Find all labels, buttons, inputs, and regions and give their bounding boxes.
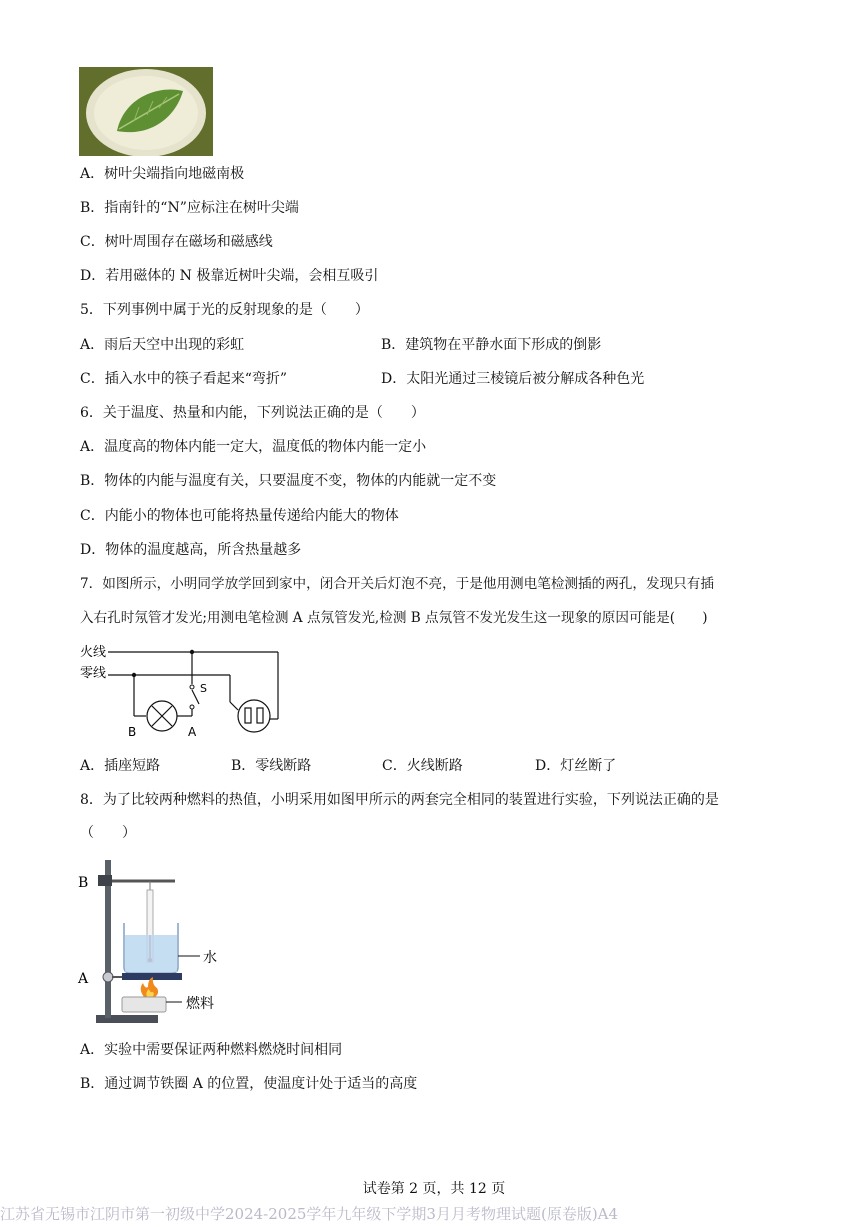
label-a: A [78,971,89,987]
q5-stem: 5．下列事例中属于光的反射现象的是（ ） [80,302,369,318]
lamp-icon [147,701,177,731]
q7-option-a: A．插座短路 [80,758,161,774]
q4-option-c: C．树叶周围存在磁场和磁感线 [80,234,273,250]
neutral-wire-label: 零线 [80,666,107,681]
q7-stem-line1: 7．如图所示，小明同学放学回到家中，闭合开关后灯泡不亮，于是他用测电笔检测插的两孔，发现只有插 [80,576,714,592]
q7-option-d: D．灯丝断了 [535,758,617,774]
circuit-diagram [78,640,288,740]
switch-icon [192,690,199,704]
q6-option-c: C．内能小的物体也可能将热量传递给内能大的物体 [80,508,399,524]
label-b: B [78,875,89,891]
fuel-dish [122,997,166,1012]
page-footer: 试卷第 2 页，共 12 页 [362,1181,506,1197]
label-fuel: 燃料 [186,996,214,1012]
live-wire-label: 火线 [80,645,107,660]
leaf-photo [79,67,213,156]
q8-stem-line2: （ ） [80,825,136,841]
q5-option-c: C．插入水中的筷子看起来“弯折” [80,371,288,387]
heating-apparatus-diagram [76,855,246,1029]
socket-icon [238,700,270,732]
q7-option-c: C．火线断路 [382,758,463,774]
label-water: 水 [203,950,217,966]
q4-option-d: D．若用磁体的 N 极靠近树叶尖端，会相互吸引 [80,268,379,284]
q6-option-d: D．物体的温度越高，所含热量越多 [80,542,302,558]
q5-option-a: A．雨后天空中出现的彩虹 [80,337,245,353]
q5-option-d: D．太阳光通过三棱镜后被分解成各种色光 [381,371,645,387]
q8-option-b: B．通过调节铁圈 A 的位置，使温度计处于适当的高度 [80,1076,418,1092]
q6-option-a: A．温度高的物体内能一定大，温度低的物体内能一定小 [80,439,427,455]
q6-option-b: B．物体的内能与温度有关，只要温度不变，物体的内能就一定不变 [80,473,497,489]
switch-label: S [200,682,207,695]
q5-option-b: B．建筑物在平静水面下形成的倒影 [381,337,602,353]
q6-stem: 6．关于温度、热量和内能，下列说法正确的是（ ） [80,405,425,421]
document-watermark: 江苏省无锡市江阴市第一初级中学2024-2025学年九年级下学期3月月考物理试题(原卷版)A4 [0,1205,619,1223]
point-a-label: A [188,725,197,739]
q7-stem-line2: 入右孔时氖管才发光;用测电笔检测 A 点氖管发光,检测 B 点氖管不发光发生这一现象的原因可能是( ) [80,610,708,626]
point-b-label: B [128,725,137,739]
q7-option-b: B．零线断路 [231,758,312,774]
q4-option-a: A．树叶尖端指向地磁南极 [80,166,245,182]
q8-option-a: A．实验中需要保证两种燃料燃烧时间相同 [80,1042,343,1058]
q4-option-b: B．指南针的“N”应标注在树叶尖端 [80,200,299,216]
q8-stem-line1: 8．为了比较两种燃料的热值，小明采用如图甲所示的两套完全相同的装置进行实验，下列说法正确的是 [80,792,719,808]
